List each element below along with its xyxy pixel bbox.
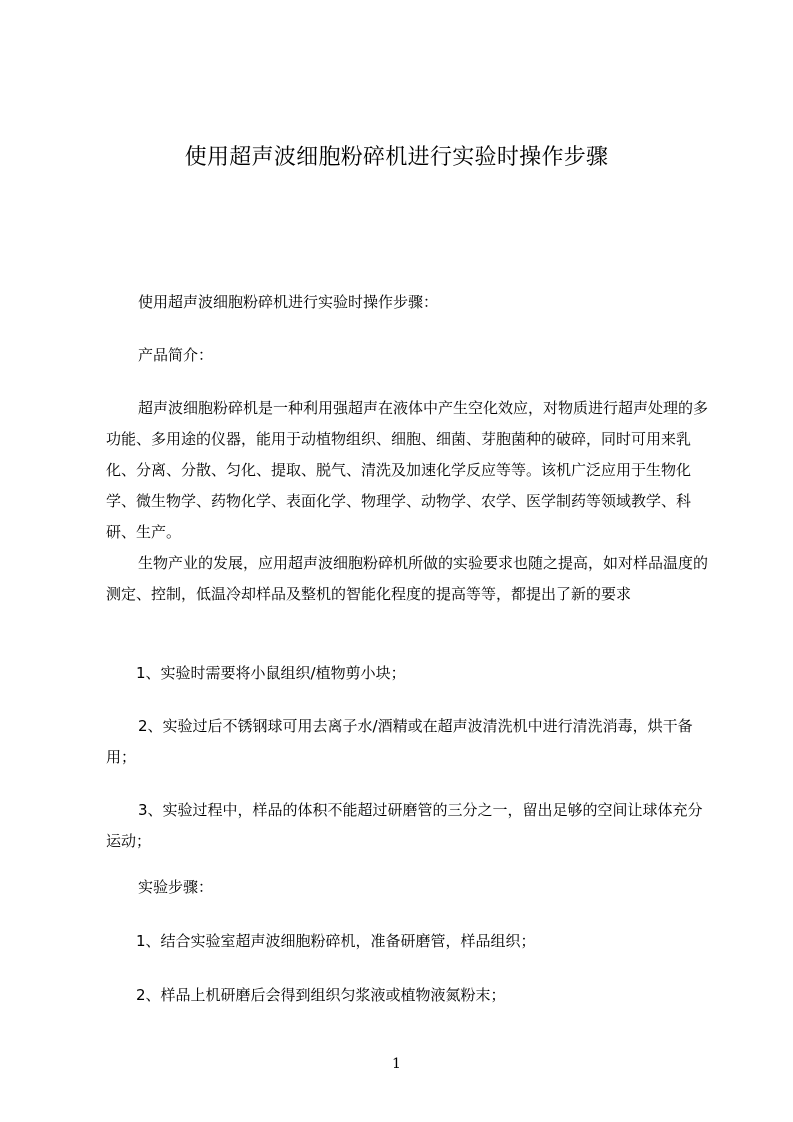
note-item-1: 1、实验时需要将小鼠组织/植物剪小块；	[136, 664, 406, 682]
product-description-paragraph: 超声波细胞粉碎机是一种利用强超声在液体中产生空化效应，对物质进行超声处理的多功能、多用途的仪器，能用于动植物组织、细胞、细菌、芽胞菌种的破碎，同时可用来乳化、分离、分散、匀化、提取、脱气、清洗及加速化学反应等等。该机广泛应用于生物化学、微生物学、药物化学、表面化学、物理学、动物学、农学、医学制药等领域教学、科研、生产。	[106, 399, 709, 541]
note-item-2: 2、实验过后不锈钢球可用去离子水/酒精或在超声波清洗机中进行清洗消毒，烘干备用；	[106, 717, 693, 766]
intro-heading: 使用超声波细胞粉碎机进行实验时操作步骤：	[138, 293, 439, 311]
document-title: 使用超声波细胞粉碎机进行实验时操作步骤	[184, 145, 609, 170]
note-item-3: 3、实验过程中，样品的体积不能超过研磨管的三分之一，留出足够的空间让球体充分运动；	[106, 801, 703, 850]
step-item-1: 1、结合实验室超声波细胞粉碎机，准备研磨管，样品组织；	[136, 932, 536, 950]
page-number: 1	[392, 1056, 401, 1072]
industry-paragraph: 生物产业的发展，应用超声波细胞粉碎机所做的实验要求也随之提高，如对样品温度的测定、控制，低温冷却样品及整机的智能化程度的提高等等，都提出了新的要求	[106, 554, 709, 603]
product-intro-heading: 产品简介：	[138, 346, 214, 364]
step-item-2: 2、样品上机研磨后会得到组织匀浆液或植物液氮粉末；	[136, 986, 506, 1004]
steps-heading: 实验步骤：	[138, 878, 214, 896]
